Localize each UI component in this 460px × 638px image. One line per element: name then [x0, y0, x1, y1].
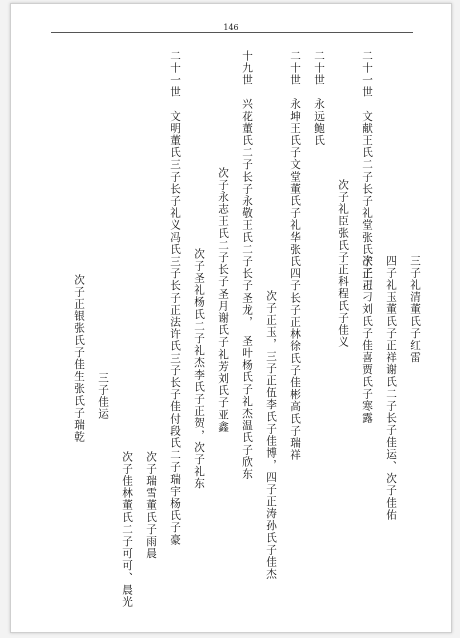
- text-column: 次子正刁刘氏子佳喜贾氏子寒露: [361, 255, 373, 425]
- text-column: 次子佳林董氏二子可可、晨光: [121, 451, 133, 609]
- text-column: 二十世 永远鲍氏: [313, 50, 325, 147]
- text-column: 二十一世 文献王氏二子长子礼堂张氏子正刁: [361, 50, 373, 292]
- text-column: 三子佳运: [97, 372, 109, 421]
- text-column: 次子瑞雪董氏子雨晨: [145, 451, 157, 560]
- text-column: 次子永志王氏二子长子圣月谢氏子礼芳刘氏子亚鑫: [217, 167, 229, 434]
- text-column: 次子正玉，三子正伍李氏子佳博，四子正涛孙氏子佳杰: [265, 290, 277, 581]
- text-column: 次子礼臣张氏子正科程氏子佳义: [337, 179, 349, 349]
- page-number: 146: [223, 23, 239, 32]
- text-column: 四子礼玉董氏子正祥谢氏二子长子佳运、次子佳佑: [385, 255, 397, 522]
- text-column: 二十一世 文明董氏三子长子礼义冯氏三子长子正法许氏三子长子佳付段氏二子瑞宇杨氏子豪: [169, 50, 181, 547]
- header-rule: [51, 32, 413, 33]
- text-column: 三子礼清董氏子红雷: [409, 255, 421, 364]
- text-column: 次子正银张氏子佳生张氏子瑞乾: [73, 274, 85, 444]
- text-column: 十九世 兴花董氏二子长子永敬王氏二子长子圣龙， 圣叶杨氏子礼杰温氏子欣东: [241, 50, 253, 481]
- text-column: 次子圣礼杨氏二子礼杰李氏子正贺，次子礼东: [193, 248, 205, 490]
- text-column: 二十世 永坤王氏子文堂董氏子礼华张氏四子长子正林徐氏子佳彬高氏子瑞祥: [289, 50, 301, 462]
- document-page: [10, 3, 452, 633]
